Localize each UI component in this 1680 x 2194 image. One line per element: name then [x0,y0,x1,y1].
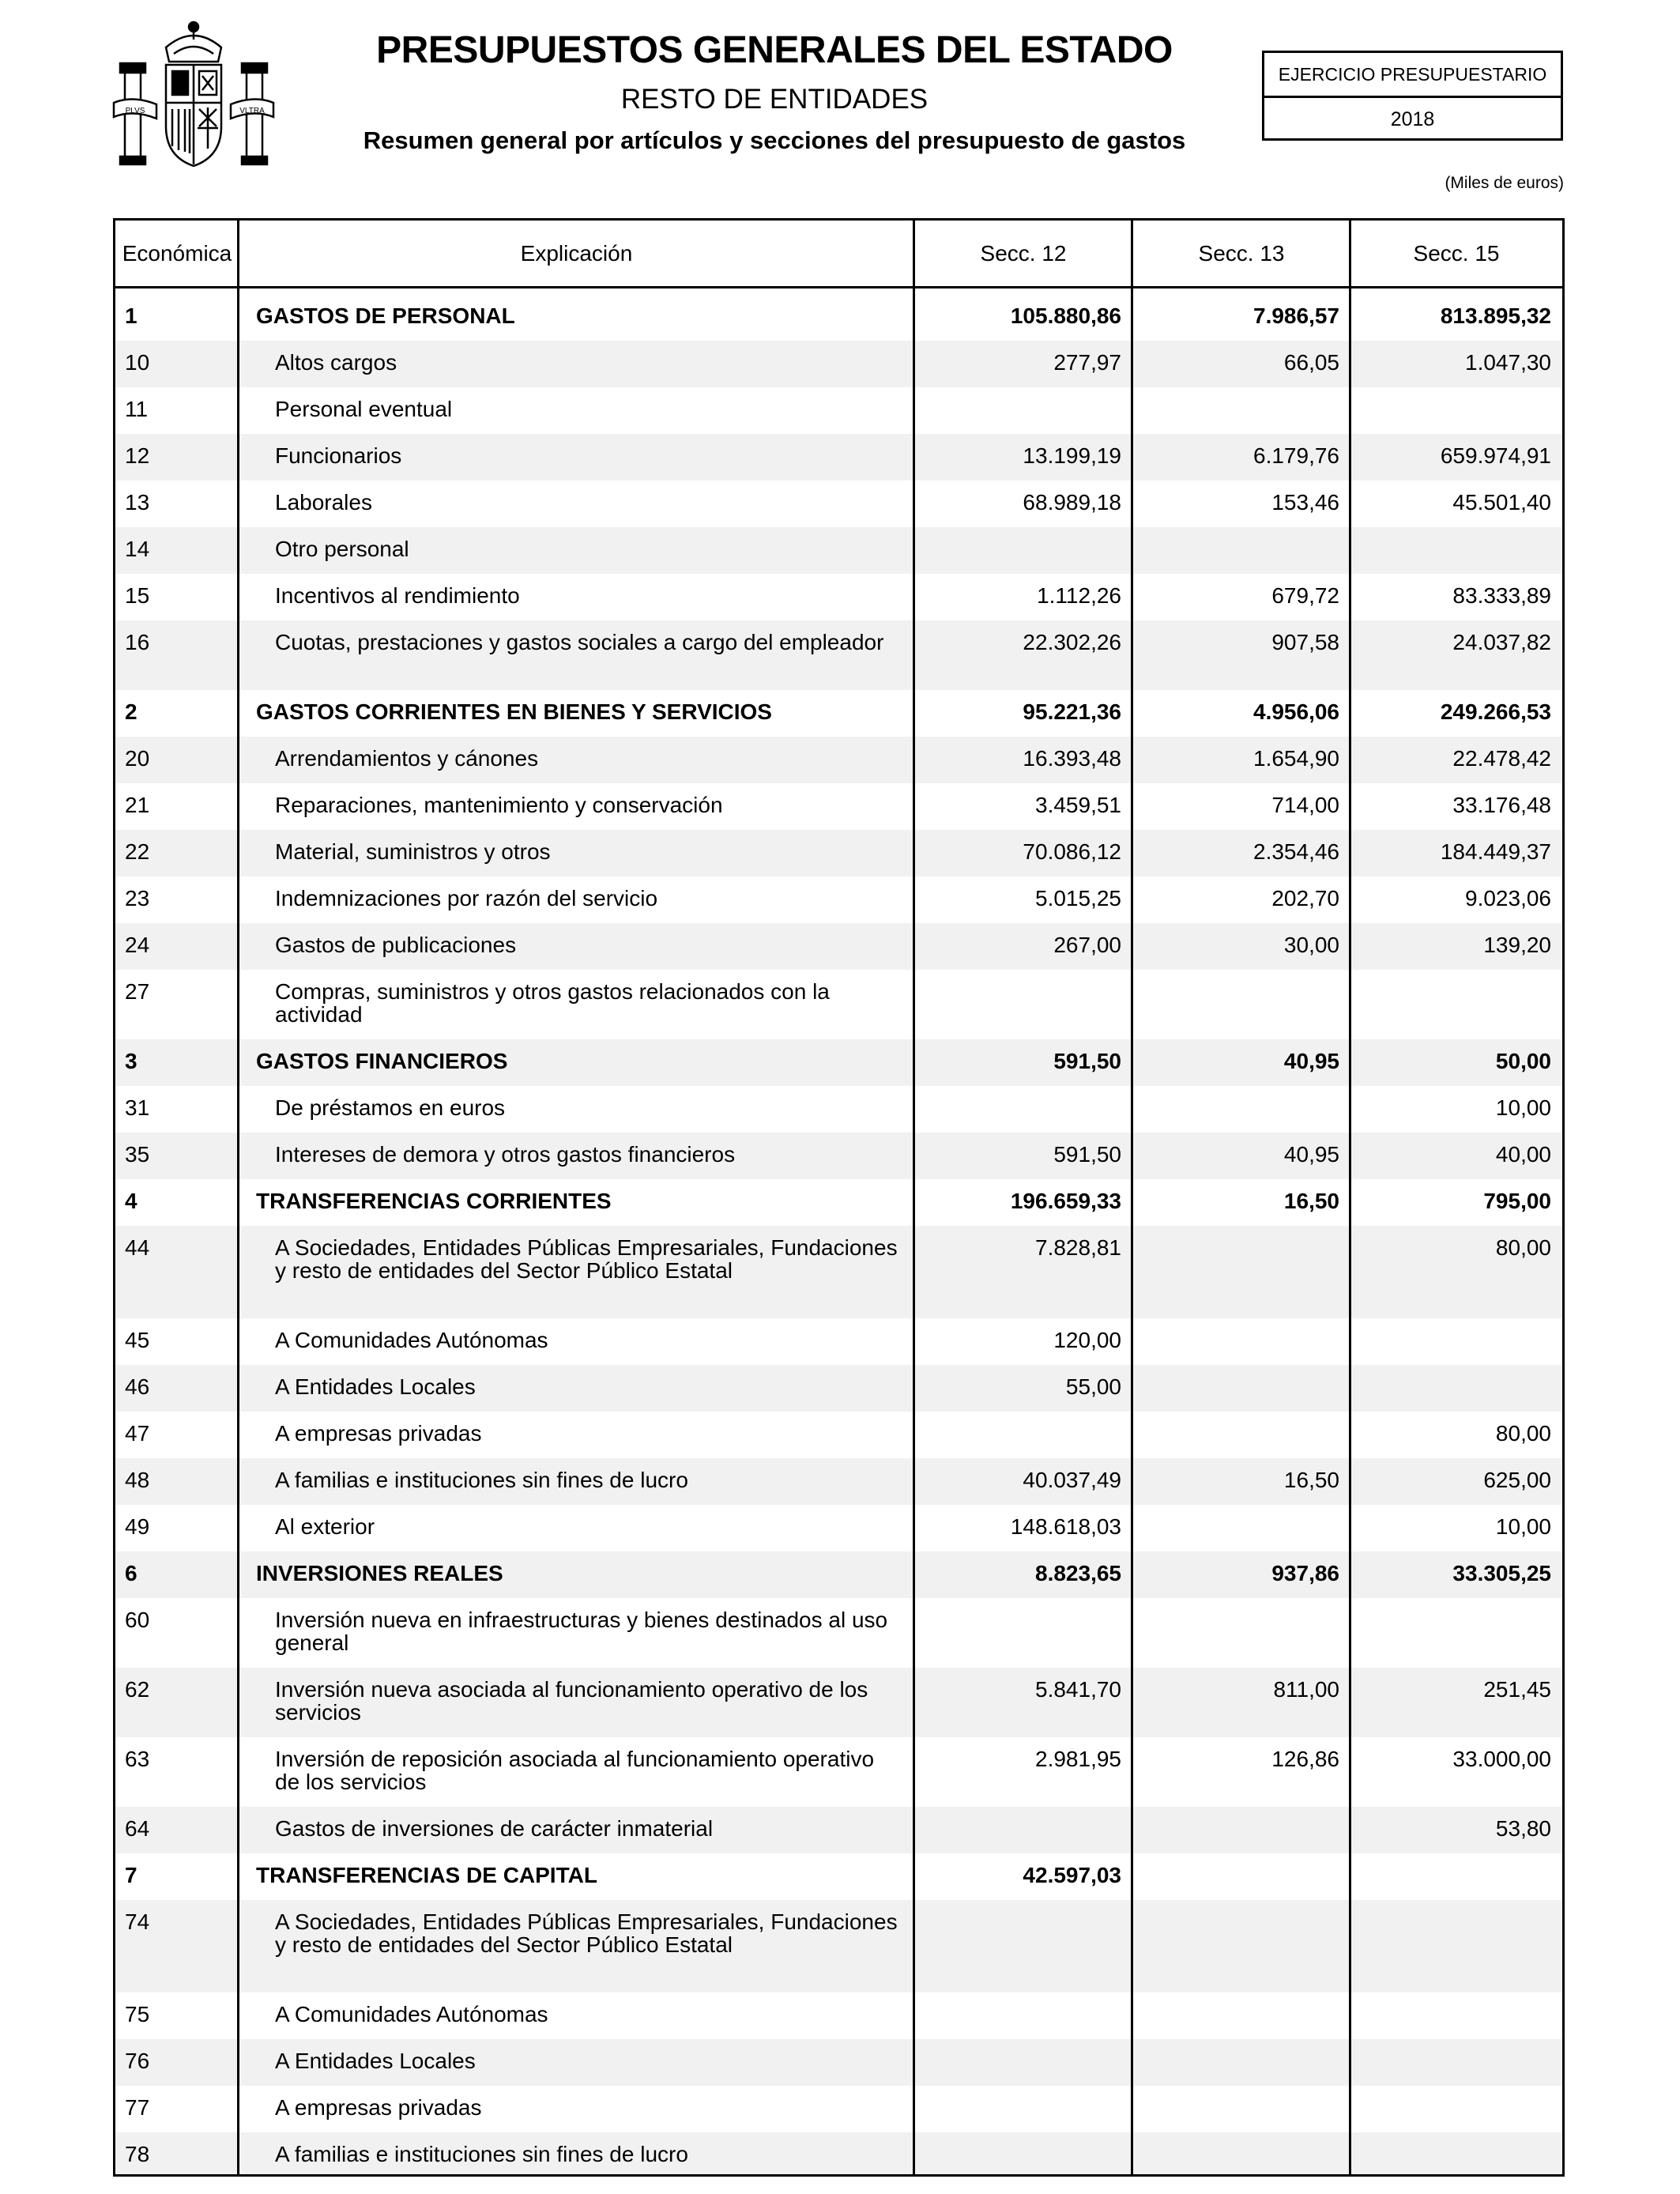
row-secc-15 [1350,2086,1562,2132]
row-secc-12: 105.880,86 [1010,303,1121,328]
row-secc-12: 8.823,65 [1035,1561,1121,1585]
row-secc-15: 10,00 [1495,1095,1551,1120]
row-explicacion: GASTOS CORRIENTES EN BIENES Y SERVICIOS [256,699,772,724]
row-secc-13: 66,05 [1283,350,1339,375]
row-secc-12 [914,2132,1132,2177]
row-explicacion: Inversión de reposición asociada al funcionamiento operativo de los servicios [275,1747,875,1794]
row-economica: 2 [125,699,137,724]
table-row [115,1412,1562,1458]
row-economica: 46 [125,1374,150,1399]
row-secc-12: 5.841,70 [1035,1677,1121,1702]
coat-of-arms-icon [111,16,277,174]
row-secc-13: 1.654,90 [1253,746,1339,771]
row-secc-12: 70.086,12 [1023,839,1121,864]
table-row [115,1318,1562,1365]
table-row [115,1086,1562,1133]
row-explicacion: TRANSFERENCIAS DE CAPITAL [256,1863,597,1887]
table-header [115,221,1562,288]
row-explicacion: A familias e instituciones sin fines de lucro [275,2142,688,2166]
row-economica: 63 [125,1747,150,1771]
row-secc-13: 937,86 [1271,1561,1339,1585]
row-secc-12 [914,1412,1132,1458]
row-secc-15: 50,00 [1495,1049,1551,1073]
row-economica: 21 [125,793,150,817]
row-secc-13 [1132,387,1350,434]
row-secc-12: 267,00 [1053,933,1121,957]
row-secc-12: 42.597,03 [1023,1863,1121,1887]
row-explicacion: Intereses de demora y otros gastos financieros [275,1142,736,1167]
row-explicacion: A Comunidades Autónomas [275,2002,548,2026]
row-secc-12: 591,50 [1053,1049,1121,1073]
table-row [115,1179,1562,1226]
row-secc-13 [1132,2086,1350,2132]
column-header-explicacion: Explicación [520,240,633,266]
row-explicacion: A familias e instituciones sin fines de lucro [275,1468,688,1492]
row-secc-13: 202,70 [1271,886,1339,910]
row-secc-15 [1350,387,1562,434]
row-secc-15 [1350,2132,1562,2177]
table-row [115,1737,1562,1807]
table-row [115,434,1562,481]
row-economica: 78 [125,2142,150,2166]
row-secc-13: 4.956,06 [1253,699,1339,724]
row-explicacion: A empresas privadas [275,2095,482,2120]
row-explicacion: A Comunidades Autónomas [275,1328,548,1352]
row-economica: 48 [125,1468,150,1492]
row-secc-12: 591,50 [1053,1142,1121,1167]
row-economica: 20 [125,746,150,771]
row-economica: 49 [125,1514,150,1539]
row-secc-13: 907,58 [1271,630,1339,654]
row-secc-13 [1132,2132,1350,2177]
row-explicacion: Gastos de publicaciones [275,933,517,957]
row-secc-15 [1350,2039,1562,2086]
row-economica: 74 [125,1909,150,1934]
row-secc-13 [1132,1318,1350,1365]
row-secc-12 [914,1086,1132,1133]
row-explicacion: A Entidades Locales [275,2049,476,2073]
row-secc-13 [1132,1853,1350,1900]
row-explicacion: Personal eventual [275,397,453,421]
row-explicacion: TRANSFERENCIAS CORRIENTES [256,1189,612,1213]
row-secc-13 [1132,527,1350,574]
row-secc-15: 45.501,40 [1452,490,1551,515]
table-row [115,387,1562,434]
row-economica: 76 [125,2049,150,2073]
row-explicacion: Reparaciones, mantenimiento y conservación [275,793,723,817]
table-row [115,737,1562,783]
row-secc-15: 184.449,37 [1440,839,1551,864]
row-explicacion: A Sociedades, Entidades Públicas Empresariales, Fundaciones y resto de entidades del Sector Público Estatal [275,1235,898,1283]
table-row [115,2086,1562,2132]
row-secc-12: 120,00 [1053,1328,1121,1352]
row-explicacion: Otro personal [275,537,409,561]
column-header-economica: Económica [122,240,232,266]
row-secc-15: 40,00 [1495,1142,1551,1167]
table-body [115,294,1562,2177]
row-secc-15: 80,00 [1495,1421,1551,1446]
row-secc-15: 813.895,32 [1440,303,1551,328]
page-description: Resumen general por artículos y secciones del presupuesto de gastos [363,126,1186,154]
table-row [115,574,1562,620]
row-explicacion: GASTOS FINANCIEROS [256,1049,508,1073]
row-secc-12 [914,1900,1132,1992]
row-economica: 27 [125,979,150,1004]
row-economica: 64 [125,1816,150,1841]
column-header-secc-13: Secc. 13 [1198,240,1285,266]
row-economica: 11 [125,397,149,421]
row-secc-15: 139,20 [1483,933,1551,957]
row-secc-13: 16,50 [1283,1468,1339,1492]
row-secc-15 [1350,1900,1562,1992]
row-secc-15: 659.974,91 [1440,443,1551,468]
table-row [115,1133,1562,1179]
row-secc-12: 3.459,51 [1035,793,1121,817]
row-secc-13 [1132,1412,1350,1458]
column-header-secc-15: Secc. 15 [1413,240,1500,266]
row-secc-12: 13.199,19 [1023,443,1121,468]
table-row [115,1807,1562,1853]
table-row [115,876,1562,923]
row-secc-13 [1132,970,1350,1039]
row-secc-15: 24.037,82 [1452,630,1551,654]
row-economica: 60 [125,1608,150,1632]
row-economica: 22 [125,839,150,864]
table-row [115,620,1562,690]
row-economica: 10 [125,350,150,375]
row-economica: 13 [125,490,150,515]
row-secc-15 [1350,527,1562,574]
row-secc-13 [1132,1598,1350,1668]
svg-text:PLVS: PLVS [125,107,145,115]
row-explicacion: Compras, suministros y otros gastos relacionados con la actividad [275,979,830,1027]
row-secc-13: 714,00 [1271,793,1339,817]
row-secc-12: 5.015,25 [1035,886,1121,910]
row-secc-13: 40,95 [1283,1142,1339,1167]
row-secc-15 [1350,1853,1562,1900]
table-row [115,1365,1562,1412]
row-explicacion: GASTOS DE PERSONAL [256,303,515,328]
row-secc-13 [1132,1807,1350,1853]
row-secc-12: 22.302,26 [1023,630,1121,654]
row-secc-15 [1350,1318,1562,1365]
table-row [115,294,1562,341]
row-economica: 35 [125,1142,150,1167]
row-secc-12: 196.659,33 [1010,1189,1121,1213]
row-economica: 16 [125,630,150,654]
row-secc-13 [1132,1505,1350,1551]
row-economica: 7 [125,1863,137,1887]
row-explicacion: Altos cargos [275,350,397,375]
row-secc-15 [1350,1365,1562,1412]
row-economica: 77 [125,2095,150,2120]
row-secc-12 [914,1992,1132,2039]
row-secc-12 [914,387,1132,434]
row-secc-15: 249.266,53 [1440,699,1551,724]
row-economica: 15 [125,583,150,608]
row-secc-13: 153,46 [1271,490,1339,515]
row-economica: 75 [125,2002,150,2026]
row-secc-15: 83.333,89 [1452,583,1551,608]
row-secc-12: 40.037,49 [1023,1468,1121,1492]
row-secc-15: 625,00 [1483,1468,1551,1492]
page-subtitle: RESTO DE ENTIDADES [620,84,929,115]
fiscal-year-label: EJERCICIO PRESUPUESTARIO [1264,53,1561,98]
svg-text:VLTRA: VLTRA [239,107,265,115]
row-secc-13: 40,95 [1283,1049,1339,1073]
table-row [115,970,1562,1039]
row-secc-12: 68.989,18 [1023,490,1121,515]
row-explicacion: Cuotas, prestaciones y gastos sociales a cargo del empleador [275,630,884,654]
row-secc-15: 53,80 [1495,1816,1551,1841]
row-secc-12 [914,970,1132,1039]
row-secc-12: 1.112,26 [1037,583,1121,608]
row-secc-13 [1132,1992,1350,2039]
row-explicacion: De préstamos en euros [275,1095,506,1120]
row-secc-15: 10,00 [1495,1514,1551,1539]
row-secc-12: 7.828,81 [1035,1235,1121,1260]
row-secc-13 [1132,1365,1350,1412]
row-secc-12: 2.981,95 [1035,1747,1121,1771]
table-row [115,1900,1562,1992]
row-secc-13: 811,00 [1273,1677,1339,1702]
row-secc-13 [1132,1226,1350,1318]
row-secc-13: 2.354,46 [1253,839,1339,864]
row-secc-13: 7.986,57 [1253,303,1339,328]
fiscal-year-value: 2018 [1390,107,1435,130]
row-secc-12: 55,00 [1065,1374,1121,1399]
row-secc-12 [914,1807,1132,1853]
row-secc-15: 9.023,06 [1465,886,1551,910]
page-title: PRESUPUESTOS GENERALES DEL ESTADO [376,29,1173,71]
row-explicacion: Indemnizaciones por razón del servicio [275,886,658,910]
table-row [115,1551,1562,1598]
row-secc-15: 22.478,42 [1452,746,1551,771]
budget-table [113,218,1565,2177]
row-economica: 12 [125,443,150,468]
row-secc-12: 16.393,48 [1023,746,1121,771]
table-row [115,830,1562,876]
row-explicacion: Inversión nueva asociada al funcionamiento operativo de los servicios [275,1677,868,1725]
table-row [115,1505,1562,1551]
table-row [115,481,1562,527]
row-explicacion: Material, suministros y otros [275,839,551,864]
row-explicacion: A Entidades Locales [275,1374,476,1399]
row-economica: 44 [125,1235,150,1260]
row-secc-13: 126,86 [1271,1747,1339,1771]
column-header-secc-12: Secc. 12 [980,240,1067,266]
row-explicacion: Al exterior [275,1514,375,1539]
table-row [115,1598,1562,1668]
row-secc-15 [1350,970,1562,1039]
row-secc-12 [914,527,1132,574]
row-secc-13: 679,72 [1271,583,1339,608]
table-row [115,1992,1562,2039]
row-economica: 23 [125,886,150,910]
row-secc-12 [914,1598,1132,1668]
table-row [115,1853,1562,1900]
row-economica: 4 [125,1189,137,1213]
table-row [115,2039,1562,2086]
row-economica: 14 [125,537,150,561]
row-economica: 47 [125,1421,150,1446]
row-explicacion: Laborales [275,490,372,515]
row-explicacion: Arrendamientos y cánones [275,746,539,771]
table-row [115,690,1562,737]
row-explicacion: Gastos de inversiones de carácter inmaterial [275,1816,714,1841]
table-row [115,1039,1562,1086]
row-economica: 6 [125,1561,137,1585]
row-economica: 3 [125,1049,137,1073]
row-explicacion: A Sociedades, Entidades Públicas Empresariales, Fundaciones y resto de entidades del Sector Público Estatal [275,1909,898,1957]
row-secc-13 [1132,1086,1350,1133]
row-secc-15: 80,00 [1495,1235,1551,1260]
row-secc-13: 16,50 [1283,1189,1339,1213]
table-row [115,527,1562,574]
row-secc-12 [914,2086,1132,2132]
table-row [115,1458,1562,1505]
table-row [115,923,1562,970]
row-secc-12: 148.618,03 [1010,1514,1121,1539]
row-secc-15: 33.000,00 [1452,1747,1551,1771]
row-secc-15: 795,00 [1483,1189,1551,1213]
row-secc-13 [1132,2039,1350,2086]
row-explicacion: Inversión nueva en infraestructuras y bienes destinados al uso general [275,1608,888,1655]
row-economica: 24 [125,933,150,957]
row-secc-12 [914,2039,1132,2086]
row-secc-15 [1350,1598,1562,1668]
row-secc-12: 277,97 [1053,350,1121,375]
table-row [115,1668,1562,1737]
row-secc-15: 33.176,48 [1452,793,1551,817]
row-secc-13: 30,00 [1283,933,1339,957]
table-row [115,2132,1562,2177]
row-explicacion: INVERSIONES REALES [256,1561,503,1585]
row-secc-13 [1132,1900,1350,1992]
row-explicacion: Funcionarios [275,443,402,468]
row-secc-13: 6.179,76 [1253,443,1339,468]
row-secc-15: 1.047,30 [1465,350,1551,375]
units-note: (Miles de euros) [1445,174,1564,192]
table-row [115,783,1562,830]
row-economica: 45 [125,1328,150,1352]
row-explicacion: A empresas privadas [275,1421,482,1446]
row-secc-12: 95.221,36 [1023,699,1121,724]
row-economica: 31 [125,1095,150,1120]
row-explicacion: Incentivos al rendimiento [275,583,520,608]
row-secc-15: 251,45 [1483,1677,1551,1702]
fiscal-year-box [1262,51,1563,141]
row-economica: 62 [125,1677,150,1702]
table-row [115,341,1562,387]
row-economica: 1 [125,303,137,328]
row-secc-15 [1350,1992,1562,2039]
row-secc-15: 33.305,25 [1452,1561,1551,1585]
table-row [115,1226,1562,1318]
